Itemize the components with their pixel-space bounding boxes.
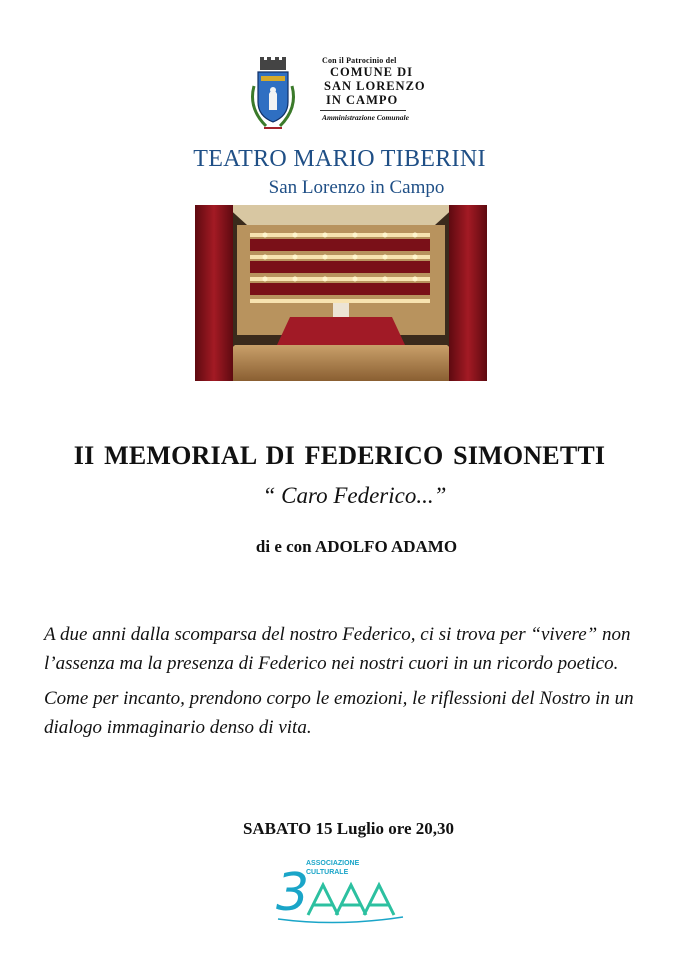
divider [320, 110, 406, 111]
municipal-crest-icon [246, 56, 300, 134]
municipality-name-line3: IN CAMPO [326, 93, 399, 107]
description-paragraph: A due anni dalla scomparsa del nostro Federico, ci si trova per “vivere” non l’assenza ma la presenza di Federico nei nostri cuori in un ricordo poetico. [44, 624, 631, 674]
association-logo-icon [268, 855, 408, 925]
association-label-line1: ASSOCIAZIONE [306, 860, 360, 867]
event-quote: “ Caro Federico...” [262, 483, 447, 508]
association-label-line2: CULTURALE [306, 869, 349, 876]
event-title: II MEMORIAL DI FEDERICO SIMONETTI [73, 441, 606, 470]
event-author: di e con ADOLFO ADAMO [255, 537, 458, 556]
event-date: SABATO 15 Luglio ore 20,30 [242, 819, 455, 838]
administration-label: Amministrazione Comunale [322, 113, 409, 122]
event-description [44, 620, 654, 748]
patronage-label: Con il Patrocinio del [322, 56, 397, 65]
logo-number: 3 [276, 863, 310, 923]
municipality-name-line2: SAN LORENZO [324, 79, 426, 93]
patronage-block [306, 56, 436, 122]
description-paragraph: Come per incanto, prendono corpo le emozioni, le riflessioni del Nostro in un dialogo immaginario denso di vita. [44, 688, 634, 738]
theatre-photo [195, 205, 487, 381]
municipality-name-line1: COMUNE DI [330, 65, 413, 79]
theatre-title: TEATRO MARIO TIBERINI [193, 146, 486, 172]
theatre-location: San Lorenzo in Campo [268, 177, 445, 198]
